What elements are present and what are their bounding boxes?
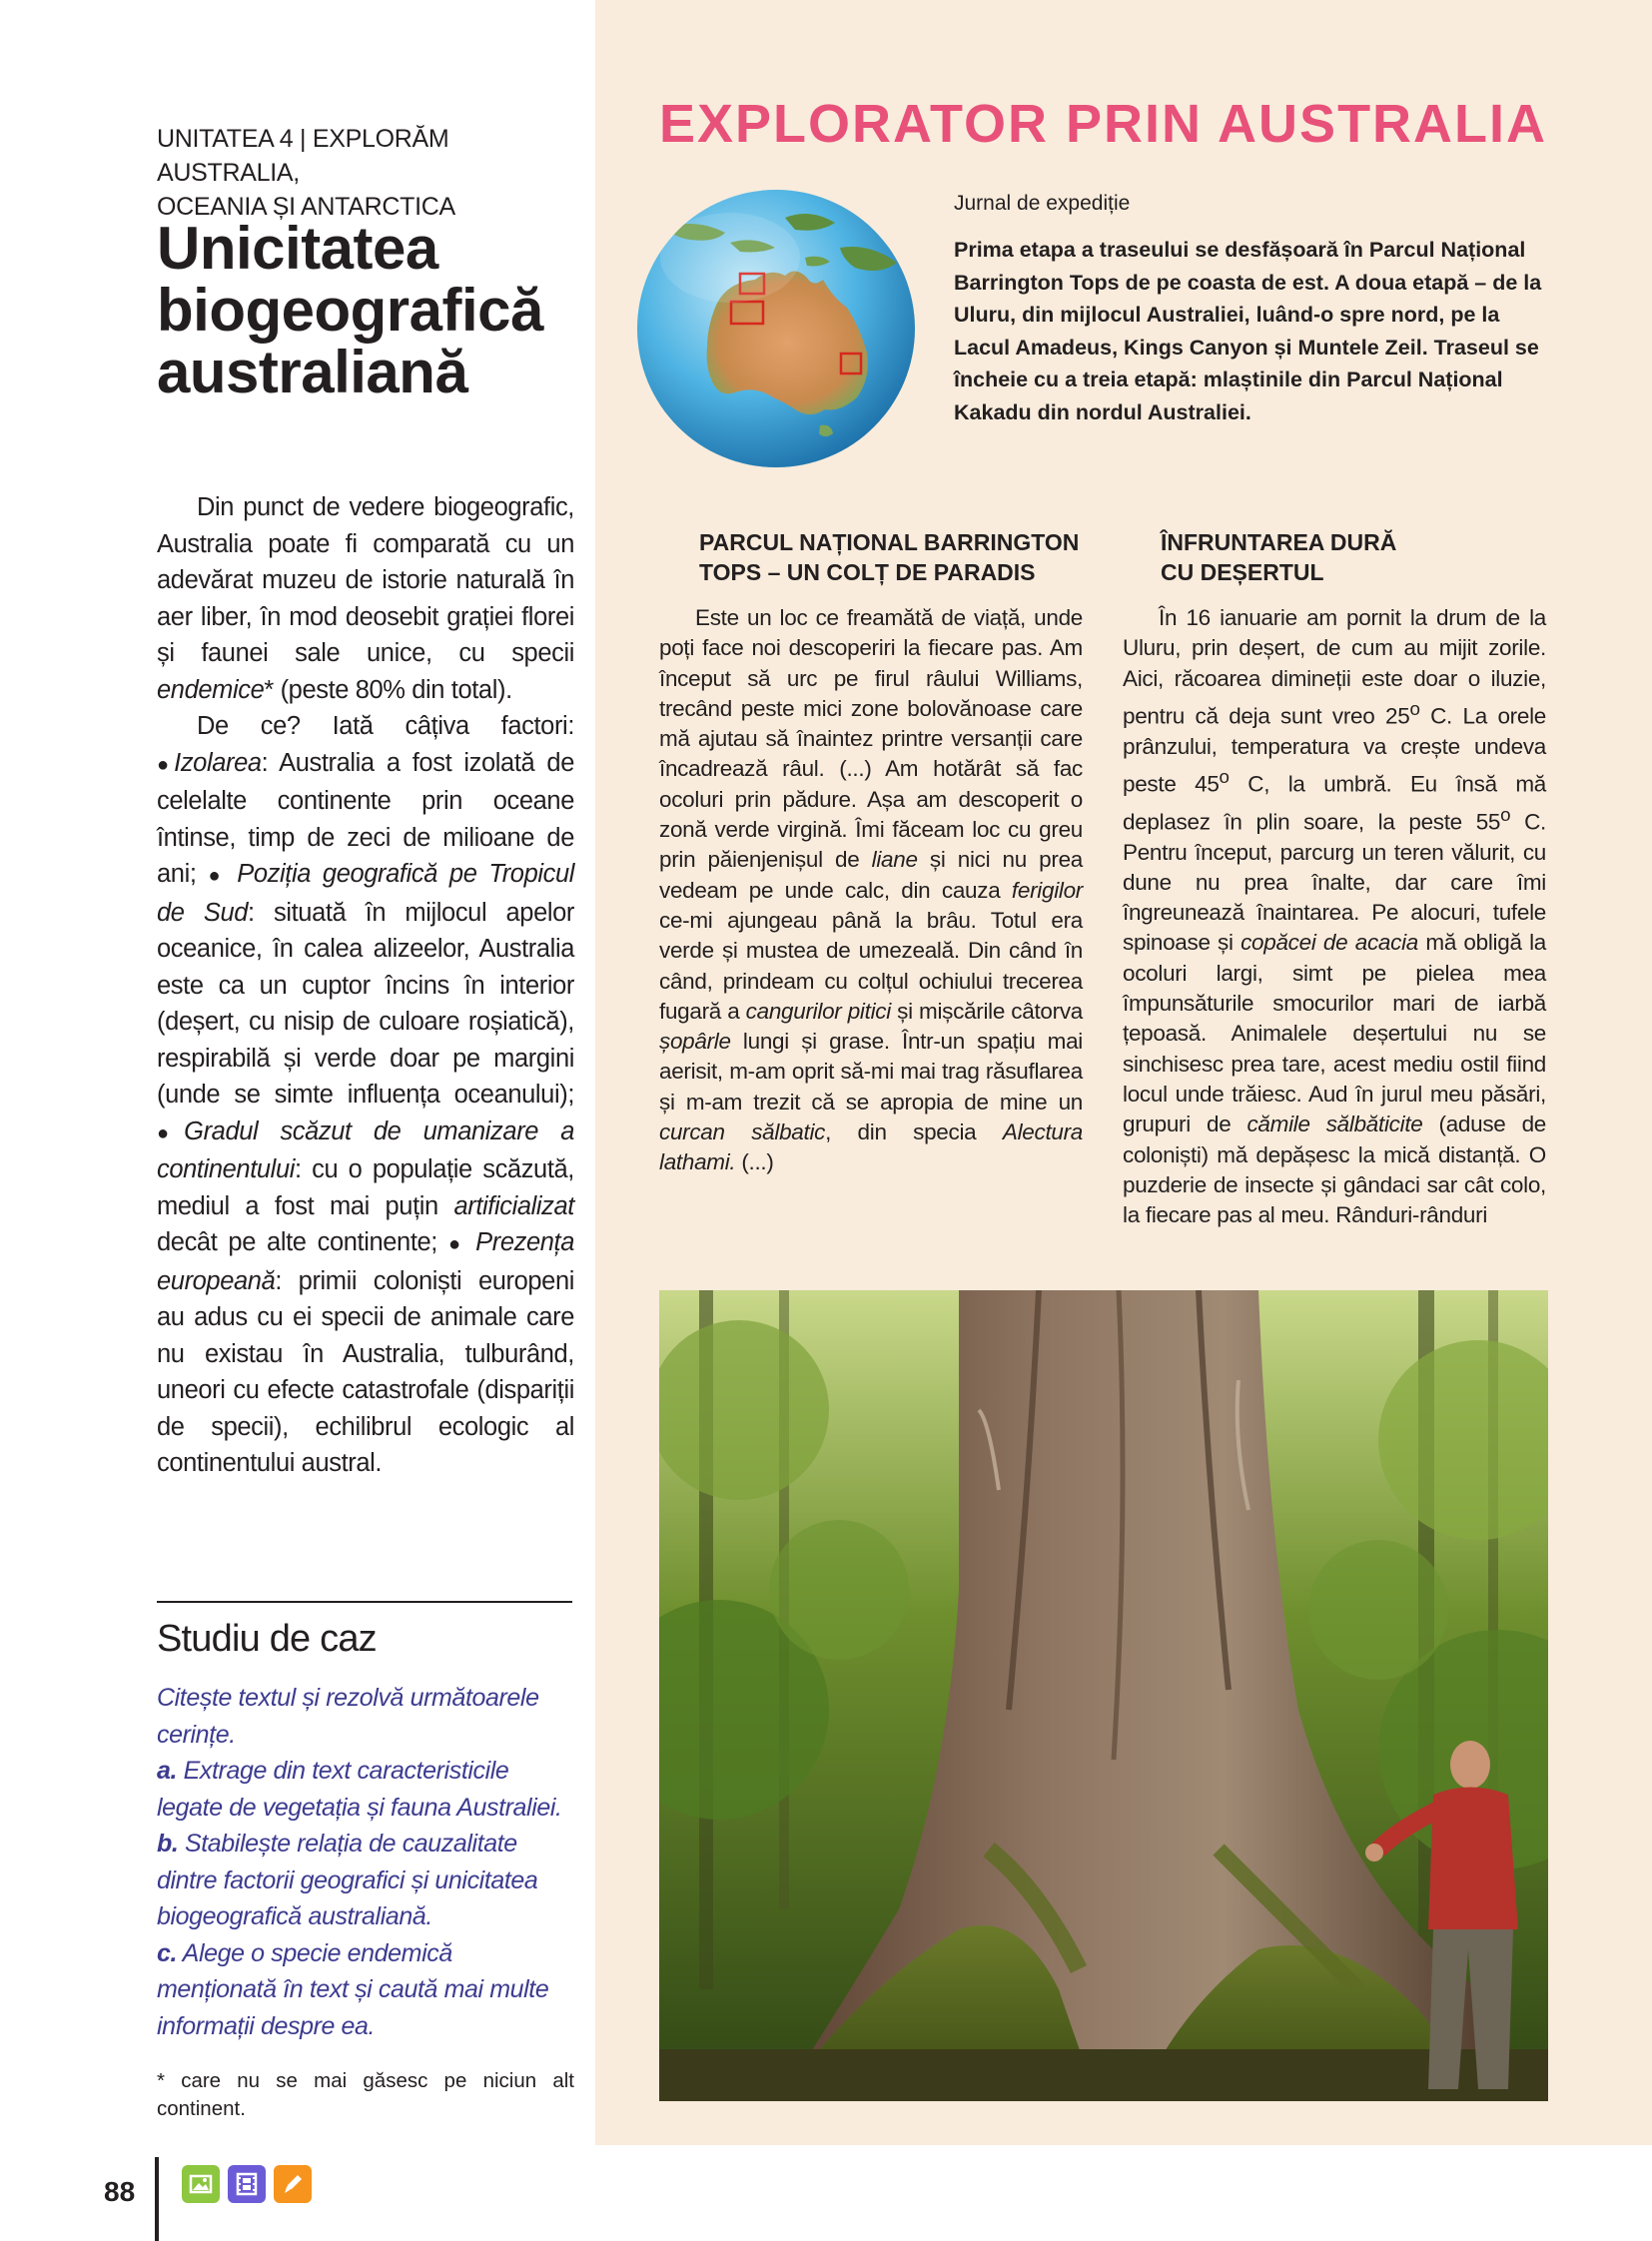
- factor-3-title: Gradul scăzut de umanizare a continentului: [157, 1117, 574, 1183]
- explorer-heading: EXPLORATOR PRIN AUSTRALIA: [659, 94, 1548, 154]
- task-b-text: Stabilește relația de cauzalitate dintre factorii geografici și unicitatea biogeografică australiană.: [157, 1830, 538, 1930]
- journal-text: Prima etapa a traseului se desfășoară în Parcul Național Barrington Tops de pe coasta de est. A doua etapă – de la Uluru, din mijlocul Australiei, luând-o spre nord, pe la Lacul Amadeus, Kings Canyon și Muntele Zeil. Traseul se încheie cu a treia etapă: mlaștinile din Parcul Național Kakadu din nordul Australiei.: [954, 238, 1542, 424]
- intro-text-2: * (peste 80% din total).: [264, 675, 512, 704]
- factor-3-emphasis: artificializat: [453, 1191, 574, 1220]
- barrington-text-3: ce-mi ajungeau până la brâu. Totul era verde și mustea de umezeală. Din când în când, prindeam cu colțul ochiului trecerea fugară a: [659, 907, 1083, 1024]
- barrington-em-5: curcan sălbatic: [659, 1120, 826, 1145]
- barrington-heading-line2: TOPS – UN COLȚ DE PARADIS: [699, 559, 1036, 585]
- footnote-mark: *: [157, 2069, 165, 2092]
- barrington-text-4: și mișcările câtorva: [890, 998, 1083, 1024]
- intro-emphasis: endemice: [157, 675, 265, 704]
- desert-text-6: (aduse de coloniști) mă depășesc la mică distanță. O puzderie de insecte și gândaci sar cât colo, la fiecare pas al meu. Rânduri-rânduri: [1123, 1112, 1546, 1228]
- barrington-em-6: Alectura lathami.: [659, 1120, 1084, 1175]
- barrington-text: [659, 603, 1083, 1178]
- bullet-icon: ●: [448, 1233, 465, 1255]
- journal-label: Jurnal de expediție: [954, 192, 1131, 215]
- desert-text-3: C, la umbră. Eu însă mă deplasez în plin soare, la peste 55: [1123, 771, 1547, 835]
- desert-text-2: C. La orele prânzului, temperatura va crește undeva peste 45: [1123, 703, 1546, 797]
- intro-text-1: Din punct de vedere biogeografic, Australia poate fi comparată cu un adevărat muzeu de istorie naturală în aer liber, în mod deosebit grației florei și faunei sale unice, cu specii: [157, 493, 574, 667]
- barrington-heading: [699, 527, 1099, 587]
- desert-text-5: mă obligă la ocoluri largi, simt pe pielea mea împunsăturile smocurilor mari de iarbă țepoasă. Animalele deșertului nu se sinchisesc prea tare, acest mediu ostil fiind locul unde trăiesc. Aud în jurul meu păsări, grupuri de: [1123, 930, 1546, 1137]
- degree-mark: o: [1409, 697, 1420, 719]
- desert-heading-line2: CU DEȘERTUL: [1161, 559, 1324, 585]
- task-c-text: Alege o specie endemică menționată în text și caută mai multe informații despre ea.: [157, 1938, 549, 2040]
- title-line1: Unicitatea: [157, 215, 438, 282]
- factor-3-text: : cu o populație scăzută, mediul a fost mai puțin: [157, 1155, 574, 1220]
- degree-mark: o: [1219, 765, 1230, 787]
- footer-divider: [155, 2157, 159, 2241]
- unit-label-line2: OCEANIA ȘI ANTARCTICA: [157, 193, 455, 221]
- degree-mark: o: [1500, 803, 1511, 825]
- factor-2-text: : situată în mijlocul apelor oceanice, în calea alizeelor, Australia este ca un cuptor încins în interior (deșert, cu nisip de culoare roșiatică), respirabilă și verde doar pe margini (unde se simte influența oceanului);: [157, 898, 574, 1109]
- factor-2-title: Poziția geografică pe Tropicul de Sud: [157, 860, 575, 927]
- desert-text: [1123, 603, 1546, 1230]
- page-title: [157, 215, 576, 405]
- desert-heading-line1: ÎNFRUNTAREA DURĂ: [1161, 529, 1397, 555]
- film-icon[interactable]: [228, 2165, 266, 2203]
- title-line2: biogeografică: [157, 277, 543, 344]
- barrington-text-7: (...): [735, 1149, 774, 1175]
- desert-text-1: În 16 ianuarie am pornit la drum de la Uluru, prin deșert, de cum au mijit zorile. Aici, răcoarea dimineții este doar o iluzie, pentru că deja sunt vreo 25: [1123, 605, 1546, 729]
- factor-1-title: Izolarea: [174, 748, 262, 777]
- barrington-text-5: lungi și grase. Într-un spațiu mai aerisit, m-am oprit să-mi mai trag răsuflarea și m-am trezit că se apropia de mine un: [659, 1029, 1083, 1115]
- barrington-em-1: liane: [871, 847, 918, 873]
- factors-intro: De ce? Iată câțiva factori:: [197, 712, 574, 740]
- australia-globe-map: [635, 188, 917, 469]
- image-icon[interactable]: [182, 2165, 220, 2203]
- desert-em-2: cămile sălbăticite: [1246, 1112, 1423, 1137]
- bullet-icon: ●: [208, 865, 226, 887]
- pencil-icon[interactable]: [274, 2165, 312, 2203]
- factor-4-title: Prezența europeană: [157, 1228, 575, 1295]
- case-study-title: Studiu de caz: [157, 1618, 377, 1660]
- barrington-text-1: Este un loc ce freamătă de viață, unde poți face noi descoperiri la fiecare pas. Am început să urc pe firul râului Williams, trecând peste mici zone bolovănoase care mă ajutau să înaintez printre versanții care încadrează râul. (...) Am hotărât să fac ocoluri prin pădure. Așa am descoperit o zonă verde virgină. Îmi făceam loc cu greu prin păienjenișul de: [659, 605, 1083, 873]
- footnote-text: care nu se mai găsesc pe niciun alt continent.: [157, 2069, 574, 2120]
- task-b-label: b.: [157, 1830, 179, 1858]
- factor-3-text-2: decât pe alte continente;: [157, 1228, 449, 1256]
- section-divider: [157, 1601, 572, 1603]
- desert-em-1: copăcei de acacia: [1240, 930, 1418, 956]
- desert-text-4: C. Pentru început, parcurg un teren vălurit, cu dune nu prea înalte, dar care îmi îngreunează înaintarea. Pe alocuri, tufele spinoase și: [1123, 809, 1546, 956]
- barrington-heading-line1: PARCUL NAȚIONAL BARRINGTON: [699, 529, 1080, 555]
- intro-paragraph: [157, 489, 574, 1482]
- unit-label-line1: UNITATEA 4 | EXPLORĂM AUSTRALIA,: [157, 125, 449, 187]
- page-number: 88: [104, 2176, 136, 2207]
- barrington-text-2: și nici nu prea vedeam pe unde calc, din cauza: [659, 847, 1083, 903]
- bullet-icon: ●: [157, 753, 175, 776]
- barrington-em-2: ferigilor: [1011, 877, 1083, 903]
- desert-heading: [1161, 527, 1520, 587]
- barrington-em-3: cangurilor pitici: [745, 998, 891, 1024]
- title-line3: australiană: [157, 339, 468, 405]
- footnote: [157, 2067, 574, 2123]
- bullet-icon: ●: [157, 1121, 185, 1144]
- barrington-text-6: , din specia: [825, 1120, 1003, 1145]
- factor-4-text: : primii coloniști europeni au adus cu ei specii de animale care nu existau în Australia, tulburând, uneori cu efecte catastrofale (dispariții de specii), echilibrul ecologic al continentului austral.: [157, 1266, 574, 1477]
- case-study-intro: Citește textul și rezolvă următoarele cerințe.: [157, 1684, 539, 1749]
- task-c-label: c.: [157, 1938, 178, 1967]
- barrington-em-4: șopârle: [659, 1029, 731, 1055]
- task-a-label: a.: [157, 1757, 178, 1785]
- task-a-text: Extrage din text caracteristicile legate de vegetația și fauna Australiei.: [157, 1757, 562, 1822]
- giant-tree-photo: [659, 1290, 1548, 2101]
- case-study-tasks: [157, 1680, 574, 2044]
- factor-1-text: : Australia a fost izolată de celelalte continente prin oceane întinse, timp de zeci de milioane de ani;: [157, 748, 574, 888]
- unit-label: [157, 122, 576, 224]
